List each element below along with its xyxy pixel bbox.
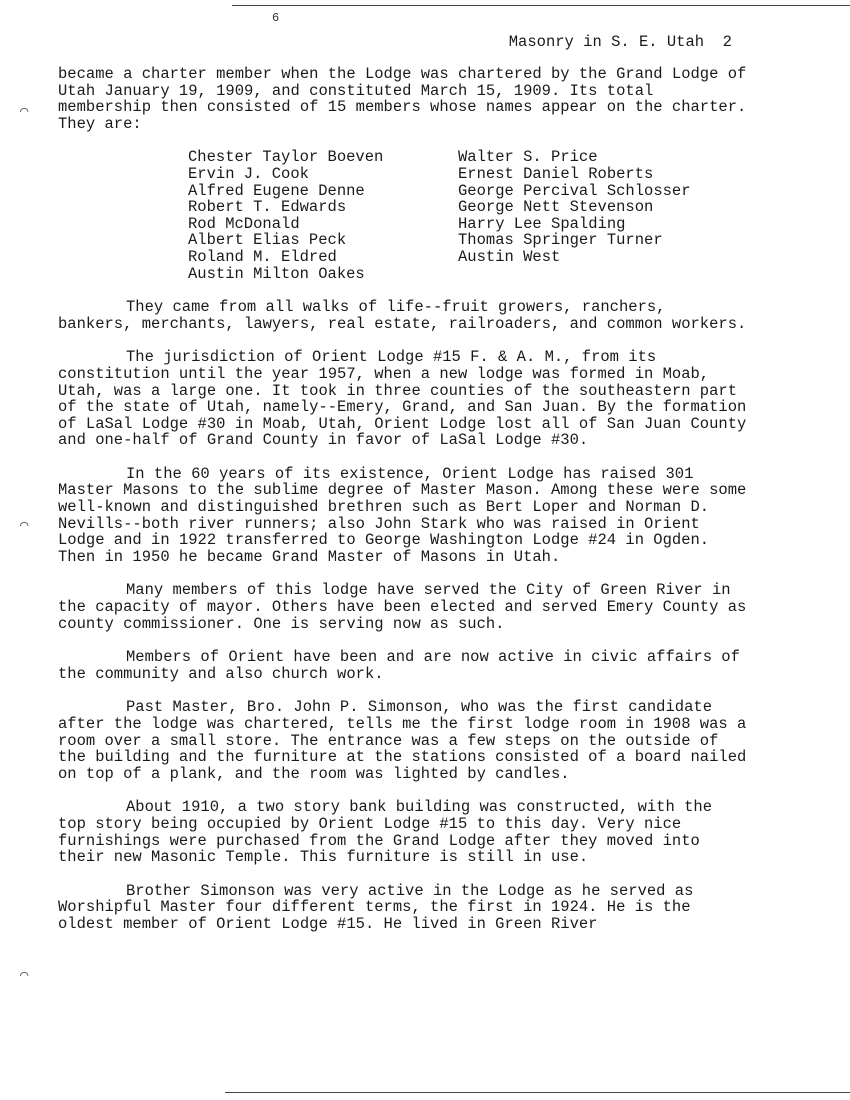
member-name: Walter S. Price: [458, 148, 598, 167]
member-name: Austin West: [458, 247, 561, 266]
member-name: George Nett Stevenson: [458, 198, 654, 217]
names-column-right: [458, 149, 728, 282]
margin-tick-mark: ⌒: [20, 968, 29, 984]
member-name: Ernest Daniel Roberts: [458, 164, 654, 183]
intro-paragraph: became a charter member when the Lodge was chartered by the Grand Lodge of Utah January 19, 1909, and constituted March 15, 1909. Its total membership then consisted of 15 members whose names appear on the charter. They are:: [58, 65, 747, 133]
margin-tick-mark: ⌒: [20, 104, 29, 120]
paragraph-simonson: Brother Simonson was very active in the Lodge as he served as Worshipful Master four different terms, the first in 1924. He is the oldest member of Orient Lodge #15. He lived in Green River: [58, 881, 694, 933]
member-name: Alfred Eugene Denne: [188, 181, 365, 200]
member-name: Ervin J. Cook: [188, 164, 309, 183]
paragraph-mayors: Many members of this lodge have served the City of Green River in the capacity of mayor. Others have been elected and served Emery County as county commissioner. One is serving now as such.: [58, 581, 747, 633]
member-name: Robert T. Edwards: [188, 198, 347, 217]
paragraph-jurisdiction: The jurisdiction of Orient Lodge #15 F. & A. M., from its constitution until the year 1957, when a new lodge was formed in Moab, Utah, was a large one. It took in three counties of the southeastern part of the state of Utah, namely--Emery, Grand, and San Juan. By the formation of LaSal Lodge #30 in Moab, Utah, Orient Lodge lost all of San Juan County and one-half of Grand County in favor of LaSal Lodge #30.: [58, 348, 747, 450]
charter-member-list: [188, 149, 748, 282]
member-name: Harry Lee Spalding: [458, 214, 626, 233]
margin-tick-mark: ⌒: [20, 518, 29, 534]
member-name: Austin Milton Oakes: [188, 264, 365, 283]
member-name: Roland M. Eldred: [188, 247, 337, 266]
bottom-rule: [225, 1092, 850, 1093]
top-rule: [232, 5, 850, 6]
paragraph-first-lodge-room: Past Master, Bro. John P. Simonson, who was the first candidate after the lodge was chartered, tells me the first lodge room in 1908 was a room over a small store. The entrance was a few steps on the outside of the building and the furniture at the stations consisted of a board nailed on top of a plank, and the room was lighted by candles.: [58, 698, 747, 783]
names-column-left: [188, 149, 458, 282]
member-name: Thomas Springer Turner: [458, 231, 663, 250]
member-name: George Percival Schlosser: [458, 181, 691, 200]
paragraph-civic-affairs: Members of Orient have been and are now active in civic affairs of the community and also church work.: [58, 648, 740, 683]
page-mark: 6: [272, 11, 280, 25]
member-name: Rod McDonald: [188, 214, 300, 233]
paragraph-master-masons: In the 60 years of its existence, Orient Lodge has raised 301 Master Masons to the sublime degree of Master Mason. Among these were some well-known and distinguished brethren such as Bert Loper and Norman D. Nevills--both river runners; also John Stark who was raised in Orient Lodge and in 1922 transferred to George Washington Lodge #24 in Ogden. Then in 1950 he became Grand Master of Masons in Utah.: [58, 464, 747, 566]
paragraph-walks-of-life: They came from all walks of life--fruit growers, ranchers, bankers, merchants, lawyers, real estate, railroaders, and common workers.: [58, 298, 747, 333]
page-header: Masonry in S. E. Utah 2: [508, 33, 732, 51]
paragraph-bank-building: About 1910, a two story bank building was constructed, with the top story being occupied by Orient Lodge #15 to this day. Very nice furnishings were purchased from the Grand Lodge after they moved into their new Masonic Temple. This furniture is still in use.: [58, 798, 712, 867]
document-body: [58, 66, 748, 950]
member-name: Albert Elias Peck: [188, 231, 347, 250]
member-name: Chester Taylor Boeven: [188, 148, 384, 167]
